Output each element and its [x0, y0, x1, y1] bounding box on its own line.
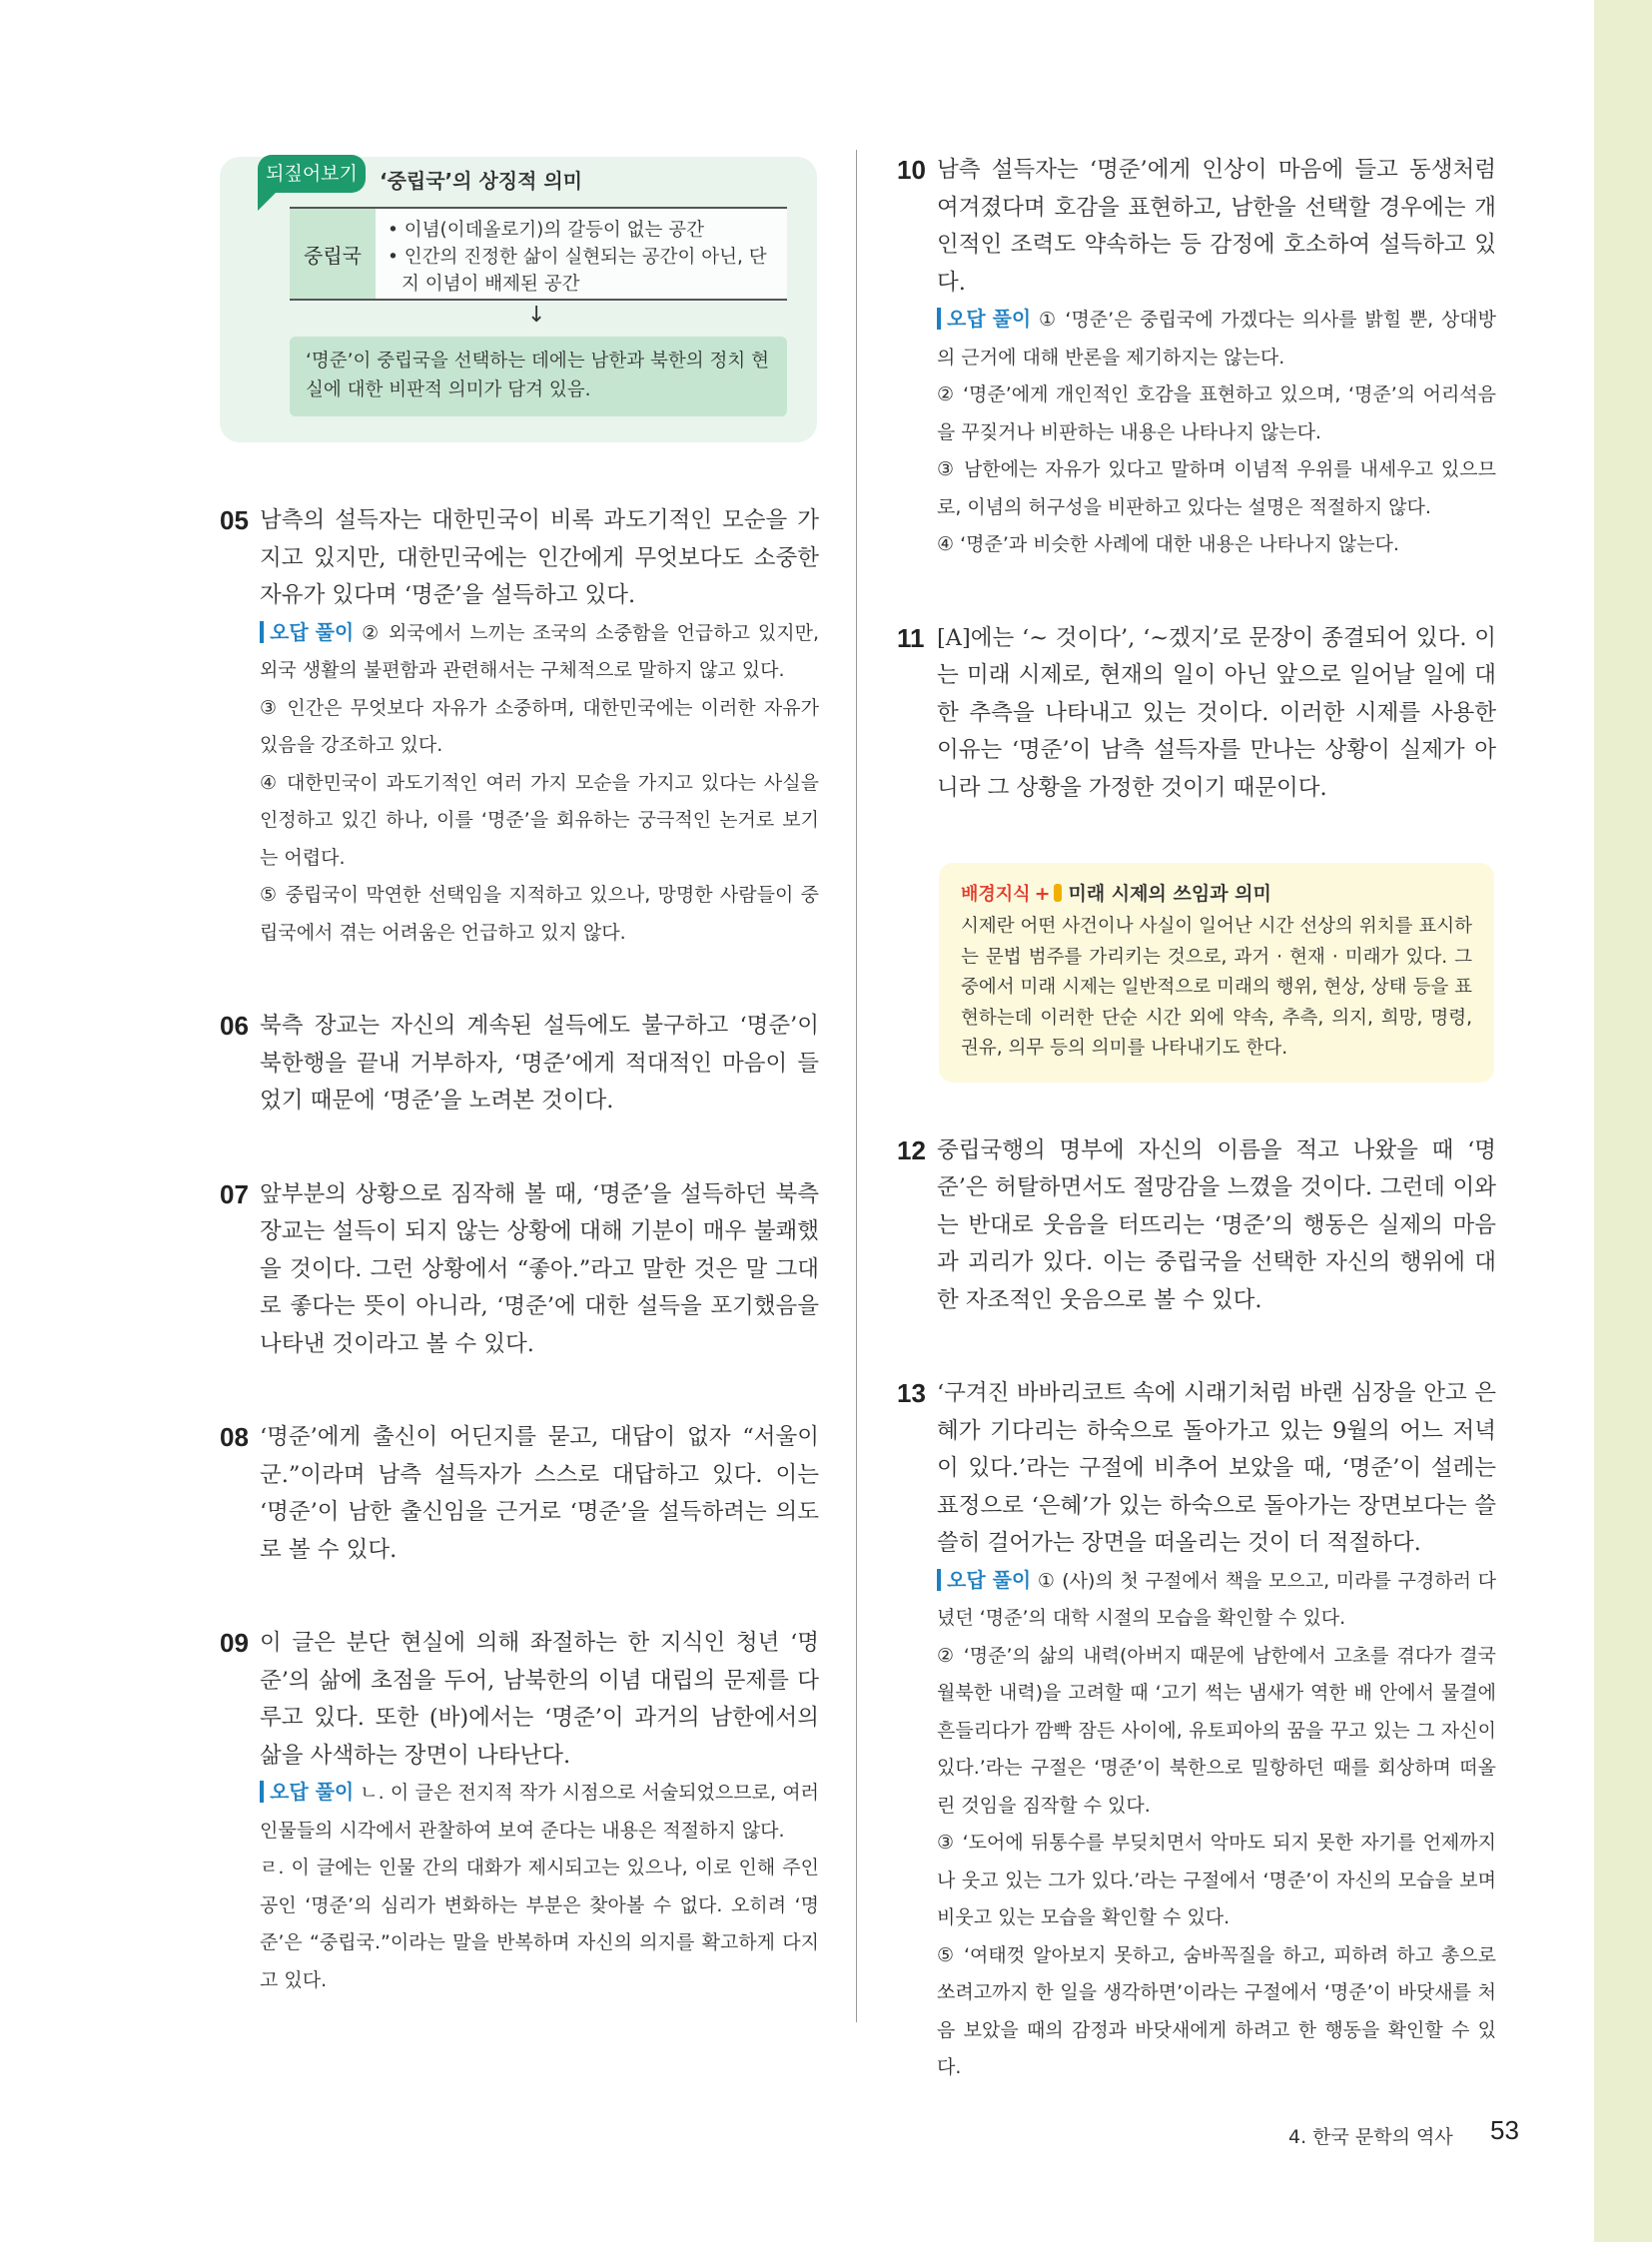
item-explanation: 남측 설득자는 ‘명준’에게 인상이 마음에 들고 동생처럼 여겨졌다며 호감을 표현하고, 남한을 선택할 경우에는 개인적인 조력도 약속하는 등 감정에 호소하여 설득하고 있다.	[937, 157, 1496, 296]
chapter-footer: 4. 한국 문학의 역사	[1288, 2126, 1453, 2148]
wrong-answer-explanation	[937, 376, 1496, 451]
item-explanation: ‘명준’에게 출신이 어딘지를 묻고, 대답이 없자 “서울이군.”이라며 남측 설득자가 스스로 대답하고 있다. 이는 ‘명준’이 남한 출신임을 근거로 ‘명준’을 설득하려는 의도로 볼 수 있다.	[260, 1424, 819, 1563]
wrong-answer-text: ③ 인간은 무엇보다 자유가 소중하며, 대한민국에는 이러한 자유가 있음을 강조하고 있다.	[260, 696, 819, 756]
wrong-answer-text: ⑤ ‘여태껏 알아보지 못하고, 숨바꼭질을 하고, 피하려 하고 총으로 쏘려고까지 한 일을 생각하면’이라는 구절에서 ‘명준’이 바닷새를 처음 보았을 때의 감정과 바닷새에게 하려고 한 행동을 확인할 수 있다.	[937, 1943, 1496, 2078]
wrong-answer-text: ④ ‘명준’과 비슷한 사례에 대한 내용은 나타나지 않는다.	[937, 533, 1399, 555]
item-number: 07	[220, 1178, 249, 1209]
wrong-answer-explanation	[937, 526, 1496, 564]
item-number: 09	[220, 1628, 249, 1658]
wrong-answer-text: ② 외국에서 느끼는 조국의 소중함을 언급하고 있지만, 외국 생활의 불편함과 관련해서는 구체적으로 말하지 않고 있다.	[260, 621, 819, 681]
item-number: 06	[220, 1011, 249, 1041]
answer-item	[220, 502, 819, 952]
wrong-answer-label: 오답 풀이	[260, 1781, 354, 1803]
item-number: 13	[897, 1378, 926, 1408]
wrong-answer-explanation	[937, 451, 1496, 526]
wrong-answer-text: ㄴ. 이 글은 전지적 작가 시점으로 서술되었으므로, 여러 인물들의 시각에서 관찰하여 보여 준다는 내용은 적절하지 않다.	[260, 1782, 819, 1842]
review-tag: 되짚어보기	[258, 155, 366, 193]
answer-item	[220, 1008, 819, 1121]
wrong-answer-text: ④ 대한민국이 과도기적인 여러 가지 모순을 가지고 있다는 사실을 인정하고 있긴 하나, 이를 ‘명준’을 회유하는 궁극적인 논거로 보기는 어렵다.	[260, 771, 819, 869]
down-arrow-icon: ↓	[527, 303, 546, 328]
item-explanation: 이 글은 분단 현실에 의해 좌절하는 한 지식인 청년 ‘명준’의 삶에 초점을 두어, 남북한의 이념 대립의 문제를 다루고 있다. 또한 (바)에서는 ‘명준’이 과거의 남한에서의 삶을 사색하는 장면이 나타난다.	[260, 1630, 819, 1769]
wrong-answer-explanation	[260, 615, 819, 690]
review-box	[220, 157, 817, 442]
item-number: 11	[897, 622, 925, 653]
item-explanation: ‘구겨진 바바리코트 속에 시래기처럼 바랜 심장을 안고 은혜가 기다리는 하숙으로 돌아가고 있는 9월의 어느 저녁이 있다.’라는 구절에 비추어 보았을 때, ‘명준’이 설레는 표정으로 ‘은혜’가 있는 하숙으로 돌아가는 장면보다는 쓸쓸히 걸어가는 장면을 떠올리는 것이 더 적절하다.	[937, 1380, 1496, 1556]
wrong-answer-text: ② ‘명준’에게 개인적인 호감을 표현하고 있으며, ‘명준’의 어리석음을 꾸짖거나 비판하는 내용은 나타나지 않는다.	[937, 383, 1496, 443]
wrong-answer-label: 오답 풀이	[937, 1569, 1031, 1591]
page-number: 53	[1490, 2115, 1519, 2145]
left-answer-list	[220, 502, 819, 1999]
answer-item	[220, 1625, 819, 1999]
wrong-answer-text: ① (사)의 첫 구절에서 책을 모으고, 미라를 구경하러 다녔던 ‘명준’의 대학 시절의 모습을 확인할 수 있다.	[937, 1569, 1496, 1629]
item-number: 08	[220, 1422, 249, 1452]
side-color-band	[1594, 0, 1652, 2242]
wrong-answer-explanation	[260, 1850, 819, 1999]
answer-item	[897, 1375, 1496, 2087]
item-explanation: 앞부분의 상황으로 짐작해 볼 때, ‘명준’을 설득하던 북측 장교는 설득이 되지 않는 상황에 대해 기분이 매우 불쾌했을 것이다. 그런 상황에서 “좋아.”라고 말한 것은 말 그대로 좋다는 뜻이 아니라, ‘명준’에 대한 설득을 포기했음을 나타낸 것이라고 볼 수 있다.	[260, 1180, 819, 1357]
review-bullet: • 인간의 진정한 삶이 실현되는 공간이 아닌, 단지 이념이 배제된 공간	[388, 247, 767, 295]
wrong-answer-label: 오답 풀이	[937, 308, 1031, 330]
wrong-answer-explanation	[260, 1775, 819, 1850]
review-note: ‘명준’이 중립국을 선택하는 데에는 남한과 북한의 정치 현실에 대한 비판적 의미가 담겨 있음.	[290, 337, 787, 416]
answer-item	[897, 620, 1496, 808]
left-column	[220, 157, 819, 2055]
background-knowledge-title: 미래 시제의 쓰임과 의미	[1068, 883, 1271, 905]
wrong-answer-explanation	[937, 1825, 1496, 1937]
wrong-answer-explanation	[937, 302, 1496, 376]
review-bullet: • 이념(이데올로기)의 갈등이 없는 공간	[388, 220, 704, 241]
item-explanation: 남측의 설득자는 대한민국이 비록 과도기적인 모순을 가지고 있지만, 대한민국에는 인간에게 무엇보다도 소중한 자유가 있다며 ‘명준’을 설득하고 있다.	[260, 507, 819, 608]
right-answer-list-b	[897, 1132, 1496, 2087]
wrong-answer-explanation	[260, 877, 819, 952]
item-explanation: 중립국행의 명부에 자신의 이름을 적고 나왔을 때 ‘명준’은 허탈하면서도 절망감을 느꼈을 것이다. 그런데 이와는 반대로 웃음을 터뜨리는 ‘명준’의 행동은 실제의 마음과 괴리가 있다. 이는 중립국을 선택한 자신의 행위에 대한 자조적인 웃음으로 볼 수 있다.	[937, 1136, 1496, 1313]
column-divider	[856, 150, 857, 2022]
wrong-answer-explanation	[260, 690, 819, 765]
item-number: 12	[897, 1134, 926, 1165]
item-explanation: [A]에는 ‘~ 것이다’, ‘~겠지’로 문장이 종결되어 있다. 이는 미래 시제로, 현재의 일이 아닌 앞으로 일어날 일에 대한 추측을 나타내고 있는 것이다. 이러한 시제를 사용한 이유는 ‘명준’이 남측 설득자를 만나는 상황이 실제가 아니라 그 상황을 가정한 것이기 때문이다.	[937, 624, 1496, 801]
answer-item	[897, 1132, 1496, 1320]
answer-item	[220, 1419, 819, 1569]
review-table-head: 중립국	[290, 209, 376, 299]
review-table-body	[376, 209, 787, 299]
wrong-answer-text: ㄹ. 이 글에는 인물 간의 대화가 제시되고는 있으나, 이로 인해 주인공인 ‘명준’의 심리가 변화하는 부분은 찾아볼 수 없다. 오히려 ‘명준’은 “중립국.”이라는 말을 반복하며 자신의 의지를 확고하게 다지고 있다.	[260, 1857, 819, 1991]
background-knowledge-header	[961, 879, 1472, 906]
right-answer-list-a	[897, 152, 1496, 807]
plus-icon: +	[1034, 883, 1051, 905]
wrong-answer-explanation	[937, 1563, 1496, 1638]
answer-item	[220, 1176, 819, 1364]
wrong-answer-label: 오답 풀이	[260, 621, 354, 643]
review-table	[290, 207, 787, 301]
wrong-answer-text: ① ‘명준’은 중립국에 가겠다는 의사를 밝힐 뿐, 상대방의 근거에 대해 반론을 제기하지는 않는다.	[937, 309, 1496, 369]
background-knowledge-tag: 배경지식	[961, 884, 1031, 905]
wrong-answer-explanation	[260, 765, 819, 878]
item-explanation: 북측 장교는 자신의 계속된 설득에도 불구하고 ‘명준’이 북한행을 끝내 거부하자, ‘명준’에게 적대적인 마음이 들었기 때문에 ‘명준’을 노려본 것이다.	[260, 1013, 819, 1114]
wrong-answer-text: ② ‘명준’의 삶의 내력(아버지 때문에 남한에서 고초를 겪다가 결국 월북한 내력)을 고려할 때 ‘고기 썩는 냄새가 역한 배 안에서 물결에 흔들리다가 깜빡 잠든 사이에, 유토피아의 꿈을 꾸고 있는 그 자신이 있다.’라는 구절은 ‘명준’이 북한으로 밀항하던 때를 회상하며 떠올린 것임을 짐작할 수 있다.	[937, 1644, 1496, 1817]
wrong-answer-text: ⑤ 중립국이 막연한 선택임을 지적하고 있으나, 망명한 사람들이 중립국에서 겪는 어려움은 언급하고 있지 않다.	[260, 884, 819, 944]
wrong-answer-explanation	[937, 1638, 1496, 1826]
bullet-icon	[1054, 884, 1062, 902]
wrong-answer-text: ③ ‘도어에 뒤통수를 부딪치면서 악마도 되지 못한 자기를 언제까지나 웃고 있는 그가 있다.’라는 구절에서 ‘명준’이 자신의 모습을 보며 비웃고 있는 모습을 확인할 수 있다.	[937, 1832, 1496, 1928]
review-title: ‘중립국’의 상징적 의미	[380, 169, 583, 193]
answer-item	[897, 152, 1496, 564]
item-number: 05	[220, 505, 249, 535]
wrong-answer-explanation	[937, 1937, 1496, 2087]
right-column	[897, 152, 1496, 2143]
background-knowledge-body: 시제란 어떤 사건이나 사실이 일어난 시간 선상의 위치를 표시하는 문법 범주를 가리키는 것으로, 과거 · 현재 · 미래가 있다. 그중에서 미래 시제는 일반적으로 미래의 행위, 현상, 상태 등을 표현하는데 이러한 단순 시간 외에 약속, 추측, 의지, 희망, 명령, 권유, 의무 등의 의미를 나타내기도 한다.	[961, 916, 1472, 1059]
background-knowledge-box	[939, 863, 1494, 1083]
item-number: 10	[897, 155, 926, 185]
wrong-answer-text: ③ 남한에는 자유가 있다고 말하며 이념적 우위를 내세우고 있으므로, 이념의 허구성을 비판하고 있다는 설명은 적절하지 않다.	[937, 458, 1496, 518]
